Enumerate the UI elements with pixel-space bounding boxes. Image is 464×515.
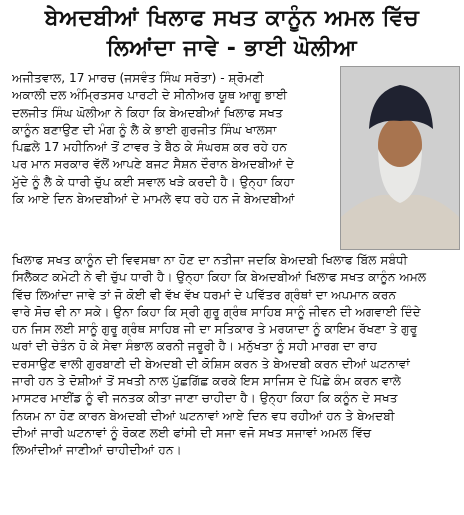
article-line: ਦਰਸਾਉਣ ਵਾਲੀ ਗੁਰਬਾਣੀ ਦੀ ਬੇਅਦਬੀ ਦੀ ਕੋਸ਼ਿਸ ਕਰਨ ਤੇ ਬੇਅਦਬੀ ਕਰਨ ਦੀਆਂ ਘਟਨਾਵਾਂ — [12, 356, 410, 371]
article-line: ਲਿਆਂਦੀਆਂ ਜਾਣੀਆਂ ਚਾਹੀਦੀਆਂ ਹਨ। — [12, 443, 182, 458]
article-line: ਨਿਯਮ ਨਾ ਹੋਣ ਕਾਰਨ ਬੇਅਦਬੀ ਦੀਆਂ ਘਟਨਾਵਾਂ ਆਏ ਦਿਨ ਵਧ ਰਹੀਆਂ ਹਨ ਤੇ ਬੇਅਦਬੀ — [12, 408, 395, 423]
article-line: ਖਿਲਾਫ ਸਖਤ ਕਾਨੂੰਨ ਦੀ ਵਿਵਸਥਾ ਨਾ ਹੋਣ ਦਾ ਨਤੀਜਾ ਜਦਕਿ ਬੇਅਦਬੀ ਖਿਲਾਫ ਬਿੱਲ ਸਬੰਧੀ — [12, 253, 408, 267]
article-line: ਮੁੱਦੇ ਨੂੰ ਲੈ ਕੇ ਧਾਰੀ ਚੁੱਪ ਕਈ ਸਵਾਲ ਖੜੇ ਕਰਦੀ ਹੈ। ਉਨ੍ਹਾ ਕਿਹਾ — [12, 174, 295, 189]
headline-line-2: ਲਿਆਂਦਾ ਜਾਵੇ - ਭਾਈ ਘੋਲੀਆ — [106, 36, 358, 61]
article-line: ਵਿੱਚ ਲਿਆਂਦਾ ਜਾਵੇ ਤਾਂ ਜੋ ਕੋਈ ਵੀ ਵੱਖ ਵੱਖ ਧਰਮਾਂ ਦੇ ਪਵਿੱਤਰ ਗ੍ਰੰਥਾਂ ਦਾ ਅਪਮਾਨ ਕਰਨ — [12, 287, 397, 302]
article-text-beside-photo — [12, 70, 342, 208]
article-line: ਕਾਨੂੰਨ ਬਣਾਉਣ ਦੀ ਮੰਗ ਨੂੰ ਲੈ ਕੇ ਭਾਈ ਗੁਰਜੀਤ ਸਿੰਘ ਖਾਲਸਾ — [12, 122, 277, 137]
article-line: ਵਾਰੇ ਸੋਚ ਵੀ ਨਾ ਸਕੇ। ਉਨਾ ਕਿਹਾ ਕਿ ਸ੍ਰੀ ਗੁਰੂ ਗ੍ਰੰਥ ਸਾਹਿਬ ਸਾਨੂੰ ਜੀਵਨ ਦੀ ਅਗਵਾਈ ਦਿੰਦੇ — [12, 304, 421, 319]
article-text-full-width — [12, 252, 454, 460]
article-line: ਹਨ ਜਿਸ ਲਈ ਸਾਨੂੰ ਗੁਰੂ ਗ੍ਰੰਥ ਸਾਹਿਬ ਜੀ ਦਾ ਸਤਿਕਾਰ ਤੇ ਮਰਯਾਦਾ ਨੂੰ ਕਾਇਮ ਰੱਖਣਾ ਤੇ ਗੁਰੂ — [12, 322, 418, 337]
article-line: ਅਜੀਤਵਾਲ, 17 ਮਾਰਚ (ਜਸਵੰਤ ਸਿੰਘ ਸਰੋਤਾ) - ਸ਼੍ਰੋਮਣੀ — [12, 71, 264, 85]
portrait-photo — [340, 66, 460, 250]
article-line: ਦਲਜੀਤ ਸਿੰਘ ਘੋਲੀਆ ਨੇ ਕਿਹਾ ਕਿ ਬੇਅਦਬੀਆਂ ਖਿਲਾਫ ਸਖਤ — [12, 105, 283, 120]
article-line: ਘਰਾਂ ਦੀ ਚੇਤੰਨ ਹੋ ਕੇ ਸੇਵਾ ਸੰਭਾਲ ਕਰਨੀ ਜਰੂਰੀ ਹੈ। ਮਨੁੱਖਤਾ ਨੂੰ ਸਹੀ ਮਾਰਗ ਦਾ ਰਾਹ — [12, 339, 377, 354]
article-line: ਪਿਛਲੇ 17 ਮਹੀਨਿਆਂ ਤੋਂ ਟਾਵਰ ਤੇ ਬੈਠ ਕੇ ਸੰਘਰਸ਼ ਕਰ ਰਹੇ ਹਨ — [12, 140, 288, 155]
article-line: ਪਰ ਮਾਨ ਸਰਕਾਰ ਵੱਲੋਂ ਆਪਣੇ ਬਜਟ ਸੈਸ਼ਨ ਦੌਰਾਨ ਬੇਅਦਬੀਆਂ ਦੇ — [12, 157, 295, 172]
article-line: ਸਿਲੈਕਟ ਕਮੇਟੀ ਨੇ ਵੀ ਚੁੱਪ ਧਾਰੀ ਹੈ। ਉਨ੍ਹਾ ਕਿਹਾ ਕਿ ਬੇਅਦਬੀਆਂ ਖਿਲਾਫ ਸਖਤ ਕਾਨੂੰਨ ਅਮਲ — [12, 270, 427, 285]
headline-line-1: ਬੇਅਦਬੀਆਂ ਖਿਲਾਫ ਸਖਤ ਕਾਨੂੰਨ ਅਮਲ ਵਿੱਚ — [44, 6, 420, 31]
article-line: ਮਾਸਟਰ ਮਾਈਂਡ ਨੂੰ ਵੀ ਜਨਤਕ ਕੀਤਾ ਜਾਣਾ ਚਾਹੀਦਾ ਹੈ। ਉਨ੍ਹਾ ਕਿਹਾ ਕਿ ਕਨੂੰਨ ਦੇ ਸਖਤ — [12, 391, 398, 406]
article-line: ਅਕਾਲੀ ਦਲ ਅੰਮ੍ਰਿਤਸਰ ਪਾਰਟੀ ਦੇ ਸੀਨੀਅਰ ਯੂਥ ਆਗੂ ਭਾਈ — [12, 88, 288, 103]
article-line: ਜਾਰੀ ਹਨ ਤੇ ਦੋਸ਼ੀਆਂ ਤੋਂ ਸਖਤੀ ਨਾਲ ਪੁੱਛਗਿੱਛ ਕਰਕੇ ਇਸ ਸਾਜਿਸ ਦੇ ਪਿੱਛੇ ਕੰਮ ਕਰਨ ਵਾਲੇ — [12, 374, 402, 389]
article-line: ਦੀਆਂ ਜਾਰੀ ਘਟਨਾਵਾਂ ਨੂੰ ਰੋਕਣ ਲਈ ਫਾਂਸੀ ਦੀ ਸਜਾ ਵਜੋ ਸਖਤ ਸਜਾਵਾਂ ਅਮਲ ਵਿੱਚ — [12, 425, 372, 440]
article-line: ਕਿ ਆਏ ਦਿਨ ਬੇਅਦਬੀਆਂ ਦੇ ਮਾਮਲੇ ਵਧ ਰਹੇ ਹਨ ਜੋ ਬੇਅਦਬੀਆਂ — [12, 192, 295, 207]
